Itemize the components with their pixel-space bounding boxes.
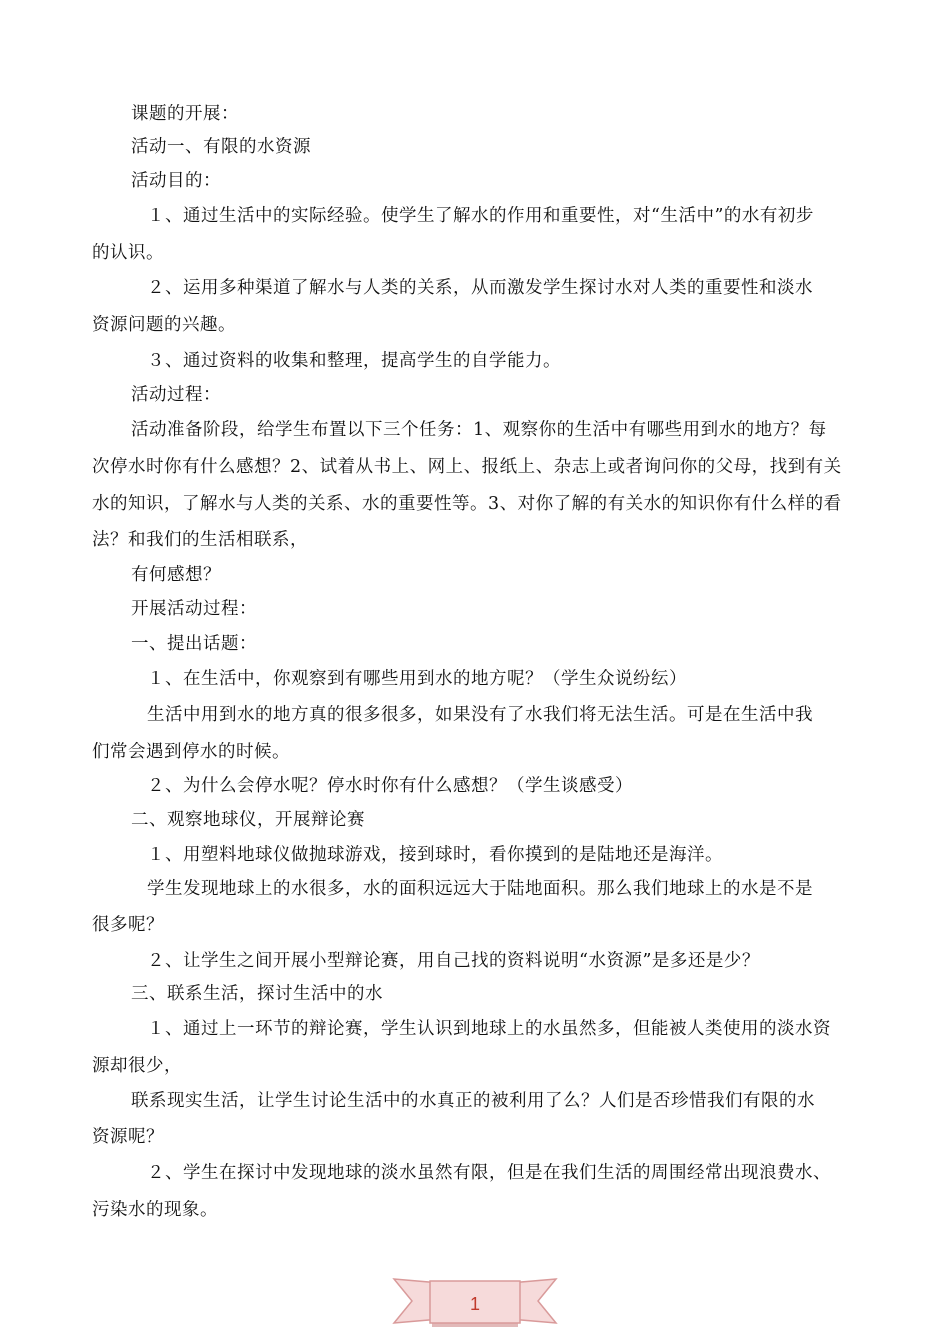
doc-line: 很多呢？ [92, 915, 164, 935]
doc-line: １、通过上一环节的辩论赛，学生认识到地球上的水虽然多，但能被人类使用的淡水资 [147, 1019, 831, 1039]
doc-line: 污染水的现象。 [92, 1200, 218, 1220]
doc-line: 活动一、有限的水资源 [131, 137, 311, 157]
doc-line: ２、为什么会停水呢？停水时你有什么感想？（学生谈感受） [147, 776, 633, 796]
doc-line: 源却很少， [92, 1056, 182, 1076]
doc-line: 活动过程： [131, 385, 221, 405]
doc-line: １、用塑料地球仪做抛球游戏，接到球时，看你摸到的是陆地还是海洋。 [147, 845, 723, 865]
doc-line: 三、联系生活，探讨生活中的水 [131, 984, 383, 1004]
doc-line: ２、运用多种渠道了解水与人类的关系，从而激发学生探讨水对人类的重要性和淡水 [147, 278, 813, 298]
doc-line: 有何感想？ [131, 565, 221, 585]
doc-line: 一、提出话题： [131, 634, 257, 654]
doc-line: 们常会遇到停水的时候。 [92, 742, 290, 762]
doc-line: ２、学生在探讨中发现地球的淡水虽然有限，但是在我们生活的周围经常出现浪费水、 [147, 1163, 831, 1183]
doc-line: １、在生活中，你观察到有哪些用到水的地方呢？（学生众说纷纭） [147, 669, 687, 689]
doc-line: 生活中用到水的地方真的很多很多，如果没有了水我们将无法生活。可是在生活中我 [147, 705, 813, 725]
doc-line: 联系现实生活，让学生讨论生活中的水真正的被利用了么？人们是否珍惜我们有限的水 [131, 1091, 815, 1111]
doc-line: 二、观察地球仪，开展辩论赛 [131, 810, 365, 830]
doc-line: 法？和我们的生活相联系， [92, 530, 308, 550]
doc-line: 学生发现地球上的水很多，水的面积远远大于陆地面积。那么我们地球上的水是不是 [147, 879, 813, 899]
doc-line: １、通过生活中的实际经验。使学生了解水的作用和重要性，对“生活中”的水有初步 [147, 206, 814, 226]
doc-line: 活动准备阶段，给学生布置以下三个任务：1、观察你的生活中有哪些用到水的地方？每 [131, 420, 827, 440]
doc-line: 水的知识，了解水与人类的关系、水的重要性等。3、对你了解的有关水的知识你有什么样的看 [92, 494, 842, 514]
doc-line: 资源问题的兴趣。 [92, 315, 236, 335]
doc-line: 的认识。 [92, 243, 164, 263]
doc-line: 活动目的： [131, 171, 221, 191]
doc-line: ３、通过资料的收集和整理，提高学生的自学能力。 [147, 351, 561, 371]
doc-line: 资源呢？ [92, 1127, 164, 1147]
doc-line: 开展活动过程： [131, 599, 257, 619]
page-number: 1 [469, 1294, 480, 1314]
doc-line: ２、让学生之间开展小型辩论赛，用自己找的资料说明“水资源”是多还是少？ [147, 951, 760, 971]
doc-line: 课题的开展： [131, 104, 239, 124]
doc-line: 次停水时你有什么感想？2、试着从书上、网上、报纸上、杂志上或者询问你的父母，找到有关 [92, 457, 842, 477]
